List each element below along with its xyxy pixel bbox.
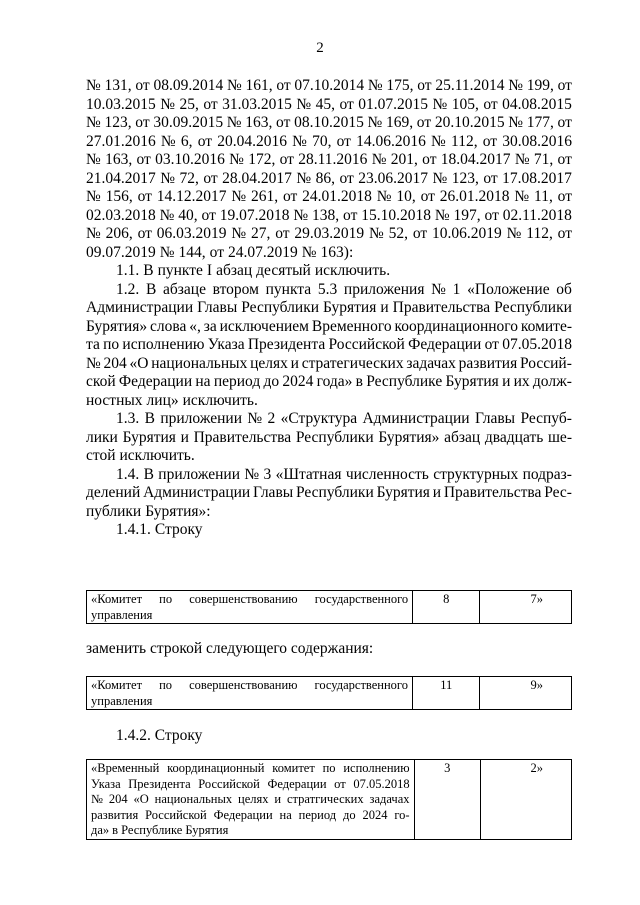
text-line: 1.1. В пункте I абзац десятый исключить.	[116, 262, 391, 279]
text-line: развития Российской Федерации на период до 2024 го-	[91, 807, 410, 822]
text-line: «Комитет по совершенствованию государственного	[91, 678, 408, 692]
text-line: № 206, от 06.03.2019 № 27, от 29.03.2019 № 52, от 10.06.2019 № 112, от	[86, 225, 572, 242]
text-line: лики Бурятия и Правительства Республики Бурятия» абзац двадцать ше-	[86, 428, 572, 446]
text-line: № 123, от 30.09.2015 № 163, от 08.10.2015 № 169, от 20.10.2015 № 177, от	[86, 114, 572, 131]
table-row-committee-old	[86, 590, 572, 624]
body-text	[86, 77, 572, 540]
table-row-temporary-committee	[86, 759, 572, 840]
text-line: ностных лиц» исключить.	[86, 391, 258, 409]
table3-value2: 2»	[480, 760, 571, 840]
text-line: 27.01.2016 № 6, от 20.04.2016 № 70, от 14.06.2016 № 112, от 30.08.2016	[86, 132, 572, 150]
table2-value2: 9»	[480, 677, 572, 710]
text-line: стой исключить.	[86, 447, 195, 464]
text-line: «Комитет по совершенствованию государственного	[91, 592, 409, 606]
text-line: «Временный координационный комитет по исполнению	[91, 761, 410, 775]
text-line: № 156, от 14.12.2017 № 261, от 24.01.2018 № 10, от 26.01.2018 № 11, от	[86, 188, 572, 205]
table2-name-cell	[87, 677, 413, 710]
text-line: 1.3. В приложении № 2 «Структура Администрации Главы Респуб-	[116, 410, 572, 427]
text-line: Бурятия» слова «, за исключением Временного координационного комите-	[86, 317, 572, 335]
table-row-committee-new	[86, 676, 572, 710]
text-line: № 163, от 03.10.2016 № 172, от 28.11.2016 № 201, от 18.04.2017 № 71, от	[86, 151, 572, 168]
table1-value2: 7»	[480, 591, 572, 624]
item-1-4-2: 1.4.2. Строку	[116, 727, 203, 744]
text-line: 1.4. В приложении № 3 «Штатная численность структурных подраз-	[116, 465, 572, 483]
text-line: та по исполнению Указа Президента Российской Федерации от 07.05.2018	[86, 336, 572, 353]
table3-name-cell	[87, 760, 415, 840]
text-line: Указа Президента Российской Федерации от 07.05.2018	[91, 776, 410, 791]
text-line: 09.07.2019 № 144, от 24.07.2019 № 163):	[86, 243, 354, 261]
text-line: 02.03.2018 № 40, от 19.07.2018 № 138, от 15.10.2018 № 197, от 02.11.2018	[86, 206, 572, 224]
text-line: ской Федерации на период до 2024 года» в Республике Бурятия и их долж-	[86, 373, 572, 390]
table1-name-cell	[87, 591, 413, 624]
text-line: 1.2. В абзаце втором пункта 5.3 приложения № 1 «Положение об	[116, 280, 572, 298]
text-line: делений Администрации Главы Республики Бурятия и Правительства Рес-	[86, 484, 572, 501]
page-number: 2	[316, 40, 324, 56]
text-line: да» в Республике Бурятия	[91, 823, 229, 837]
text-line: управления	[91, 693, 153, 708]
replace-instruction: заменить строкой следующего содержания:	[86, 640, 374, 657]
text-line: № 204 «О национальных целях и стратгических задачах	[91, 792, 410, 806]
text-line: Администрации Главы Республики Бурятия и Правительства Республики	[86, 299, 572, 316]
table2-value1: 11	[413, 677, 480, 710]
table1-value1: 8	[413, 591, 480, 624]
text-line: 1.4.1. Строку	[116, 521, 203, 538]
text-line: № 131, от 08.09.2014 № 161, от 07.10.2014 № 175, от 25.11.2014 № 199, от	[86, 77, 572, 94]
text-line: 21.04.2017 № 72, от 28.04.2017 № 86, от 23.06.2017 № 123, от 17.08.2017	[86, 169, 572, 187]
text-line: № 204 «О национальных целях и стратегических задачах развития Россий-	[86, 354, 572, 372]
text-line: публики Бурятия»:	[86, 502, 211, 520]
text-line: управления	[91, 607, 153, 622]
text-line: 10.03.2015 № 25, от 31.03.2015 № 45, от 01.07.2015 № 105, от 04.08.2015	[86, 95, 572, 113]
table3-value1: 3	[414, 760, 480, 840]
